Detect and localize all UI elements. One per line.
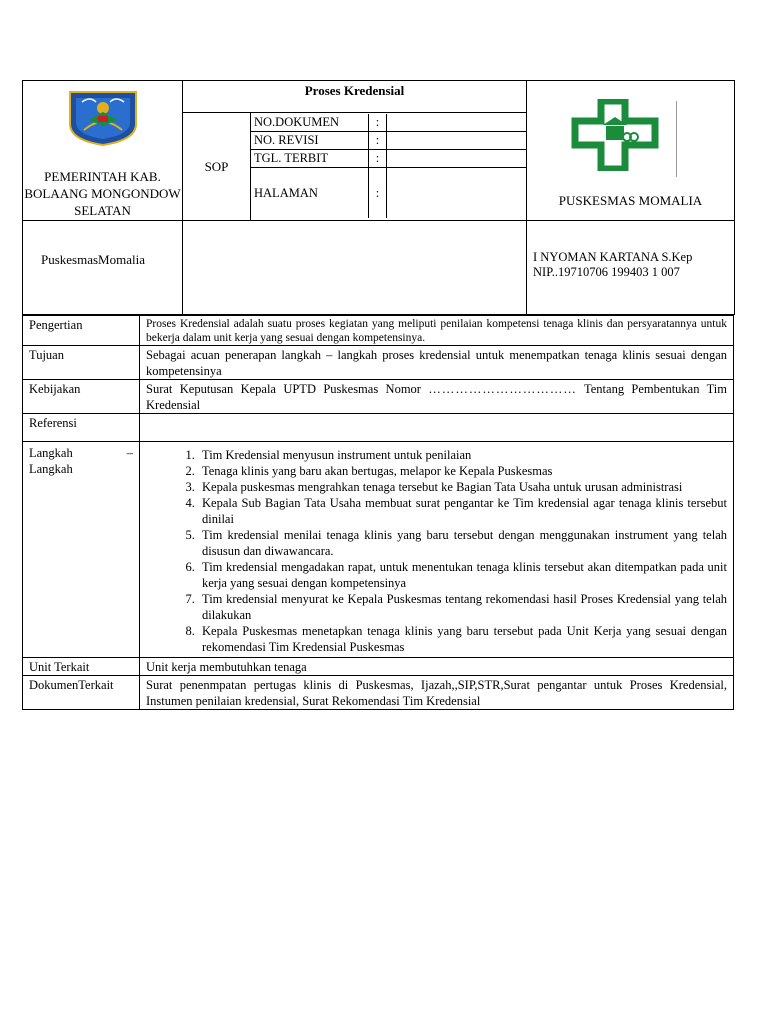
step-item: 4. Kepala Sub Bagian Tata Usaha membuat surat pengantar ke Tim kredensial agar tenaga klinis tersebut dinilai — [198, 495, 727, 527]
kebijakan-dots: …………………………… — [428, 382, 577, 396]
blank-cell — [183, 221, 527, 315]
kebijakan-text: Surat Keputusan Kepala UPTD Puskesmas Nomor — [146, 382, 421, 396]
header-table — [22, 80, 735, 315]
langkah-label-2: Langkah — [29, 462, 73, 476]
row-value: Sebagai acuan penerapan langkah – langkah proses kredensial untuk menempatkan tenaga klinis sesuai dengan kompetensinya — [140, 346, 734, 380]
step-item: 1. Tim Kredensial menyusun instrument untuk penilaian — [198, 447, 727, 463]
regency-emblem-icon — [62, 90, 144, 146]
steps-list — [146, 447, 727, 655]
row-label: DokumenTerkait — [23, 676, 140, 710]
government-cell — [23, 81, 183, 221]
langkah-label: Langkah — [29, 446, 73, 460]
row-label: Pengertian — [23, 316, 140, 346]
signer-name: I NYOMAN KARTANA S.Kep — [533, 250, 693, 264]
row-value — [140, 414, 734, 442]
doc-field-label: HALAMAN — [251, 168, 369, 218]
row-label: Unit Terkait — [23, 658, 140, 676]
document-fields — [251, 113, 526, 220]
row-value: Surat penenmpatan pertugas klinis di Puskesmas, Ijazah,,SIP,STR,Surat pengantar untuk Proses Kredensial, Instumen penilaian kredensial, Surat Rekomendasi Tim Kredensial — [140, 676, 734, 710]
row-pengertian — [23, 316, 734, 346]
doc-field-row — [251, 132, 526, 150]
document-title: Proses Kredensial — [183, 81, 526, 113]
signer-cell — [527, 221, 735, 315]
step-item: 7. Tim kredensial menyurat ke Kepala Puskesmas tentang rekomendasi hasil Proses Kredensial yang telah dilakukan — [198, 591, 727, 623]
doc-field-row — [251, 114, 526, 132]
logo-divider — [676, 101, 677, 177]
doc-field-label: NO.DOKUMEN — [251, 114, 369, 131]
government-name: PEMERINTAH KAB. BOLAANG MONGONDOW SELATAN — [24, 169, 181, 218]
doc-field-colon: : — [369, 132, 387, 149]
kebijakan-text-end: Tentang Pembentukan Tim Kredensial — [146, 382, 727, 412]
doc-field-label: TGL. TERBIT — [251, 150, 369, 167]
row-value: Proses Kredensial adalah suatu proses kegiatan yang meliputi penilaian kompetensi tenaga klinis dan persyaratannya untuk bekerja dalam unit kerja yang sesuai dengan kompetensinya. — [140, 316, 734, 346]
row-label: Referensi — [23, 414, 140, 442]
row-value: Unit kerja membutuhkan tenaga — [140, 658, 734, 676]
row-dokumen-terkait — [23, 676, 734, 710]
puskesmas-cross-icon — [571, 99, 661, 171]
row-value — [140, 380, 734, 414]
puskesmas-name: PUSKESMAS MOMALIA — [558, 192, 703, 208]
step-item: 6. Tim kredensial mengadakan rapat, untuk menentukan tenaga klinis tersebut akan ditempatkan pada unit kerja yang sesuai dengan kompetensinya — [198, 559, 727, 591]
sop-label: SOP — [183, 113, 251, 220]
doc-field-row — [251, 150, 526, 168]
signer-nip: NIP..19710706 199403 1 007 — [533, 265, 680, 279]
puskesmas-cell — [527, 81, 735, 221]
row-kebijakan — [23, 380, 734, 414]
procedure-table — [22, 315, 734, 710]
step-item: 2. Tenaga klinis yang baru akan bertugas, melapor ke Kepala Puskesmas — [198, 463, 727, 479]
doc-field-colon: : — [369, 150, 387, 167]
step-item: 8. Kepala Puskesmas menetapkan tenaga klinis yang baru tersebut pada Unit Kerja yang sesuai dengan rekomendasi Tim Kredensial Puskesmas — [198, 623, 727, 655]
step-item: 5. Tim kredensial menilai tenaga klinis yang baru tersebut dengan menggunakan instrument yang telah disusun dan diwawancara. — [198, 527, 727, 559]
title-cell — [183, 81, 527, 221]
row-value — [140, 442, 734, 658]
doc-field-label: NO. REVISI — [251, 132, 369, 149]
row-langkah — [23, 442, 734, 658]
step-item: 3. Kepala puskesmas mengrahkan tenaga tersebut ke Bagian Tata Usaha untuk urusan administrasi — [198, 479, 727, 495]
doc-field-colon: : — [369, 168, 387, 218]
langkah-dash: – — [126, 446, 133, 460]
row-referensi — [23, 414, 734, 442]
row-label: Tujuan — [23, 346, 140, 380]
puskesmas-short-cell — [23, 221, 183, 315]
row-unit-terkait — [23, 658, 734, 676]
puskesmas-short-name: PuskesmasMomalia — [41, 252, 145, 267]
row-tujuan — [23, 346, 734, 380]
doc-field-colon: : — [369, 114, 387, 131]
row-label: Kebijakan — [23, 380, 140, 414]
row-label — [23, 442, 140, 658]
doc-field-row — [251, 168, 526, 218]
